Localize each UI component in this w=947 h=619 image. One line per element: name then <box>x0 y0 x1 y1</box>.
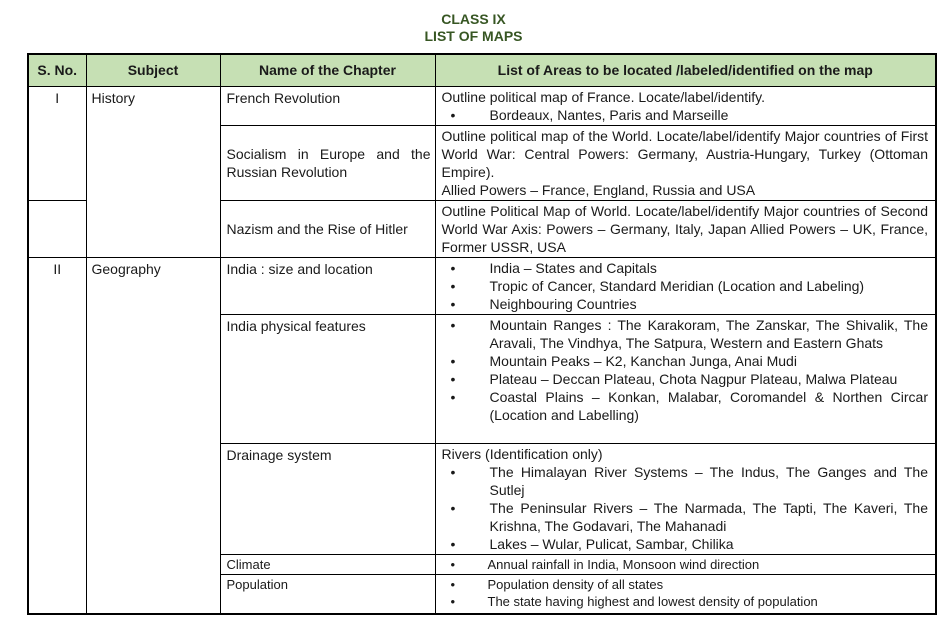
chapter-text: Socialism in Europe and the Russian Revolution <box>226 145 431 180</box>
bullet-item: • Population density of all states <box>442 576 929 593</box>
chapter-cell: Drainage system <box>220 443 435 554</box>
bullet-item: • The state having highest and lowest density of population <box>442 593 929 610</box>
sno-cell-geography: II <box>28 257 86 614</box>
bullet-item: • Bordeaux, Nantes, Paris and Marseille <box>442 106 929 124</box>
areas-cell <box>435 125 936 200</box>
maps-table <box>27 53 937 615</box>
areas-cell <box>435 554 936 574</box>
areas-intro: Outline Political Map of World. Locate/label/identify Major countries of Second World War Axis: Powers – Germany, Italy, Japan Allied Powers – UK, France, Former USSR, USA <box>441 202 928 255</box>
areas-cell <box>435 200 936 257</box>
header-row <box>28 54 936 86</box>
bullet-item: • The Himalayan River Systems – The Indus, The Ganges and The Sutlej <box>442 463 929 499</box>
doc-title <box>0 0 947 45</box>
subject-cell-geography: Geography <box>86 257 220 614</box>
doc-title-line1: CLASS IX <box>441 11 506 27</box>
row-india-size-location <box>28 257 936 314</box>
areas-cell <box>435 574 936 614</box>
chapter-cell <box>220 125 435 200</box>
areas-cell <box>435 257 936 314</box>
bullet-item: • Tropic of Cancer, Standard Meridian (Location and Labeling) <box>442 277 929 295</box>
col-header-chapter: Name of the Chapter <box>220 54 435 86</box>
sno-cell-empty <box>28 200 86 257</box>
col-header-subject: Subject <box>86 54 220 86</box>
row-french-revolution <box>28 86 936 125</box>
bullet-item: • The Peninsular Rivers – The Narmada, The Tapti, The Kaveri, The Krishna, The Godavari, The Mahanadi <box>442 499 929 535</box>
bullet-item: • Mountain Peaks – K2, Kanchan Junga, Anai Mudi <box>442 352 929 370</box>
bullet-item: • Coastal Plains – Konkan, Malabar, Coromandel & Northen Circar (Location and Labelling) <box>442 388 929 424</box>
doc-title-line2: LIST OF MAPS <box>424 28 523 44</box>
sno-cell-history: I <box>28 86 86 200</box>
areas-intro-2: Allied Powers – France, England, Russia and USA <box>441 181 756 198</box>
areas-intro: Rivers (Identification only) <box>441 445 603 462</box>
bullet-item: • Mountain Ranges : The Karakoram, The Zanskar, The Shivalik, The Aravali, The Vindhya, The Satpura, Western and Eastern Ghats <box>442 316 929 352</box>
subject-cell-history: History <box>86 86 220 257</box>
chapter-cell: India physical features <box>220 314 435 443</box>
chapter-cell: Nazism and the Rise of Hitler <box>220 200 435 257</box>
bullet-item: • Neighbouring Countries <box>442 295 929 313</box>
bullet-item: • Annual rainfall in India, Monsoon wind direction <box>442 556 929 573</box>
chapter-cell: Population <box>220 574 435 614</box>
bullet-item: • Plateau – Deccan Plateau, Chota Nagpur Plateau, Malwa Plateau <box>442 370 929 388</box>
bullet-item: • India – States and Capitals <box>442 259 929 277</box>
areas-cell <box>435 443 936 554</box>
chapter-cell: Climate <box>220 554 435 574</box>
chapter-cell: French Revolution <box>220 86 435 125</box>
areas-intro: Outline political map of France. Locate/label/identify. <box>441 88 765 105</box>
chapter-cell: India : size and location <box>220 257 435 314</box>
col-header-sno: S. No. <box>28 54 86 86</box>
col-header-areas: List of Areas to be located /labeled/identified on the map <box>435 54 936 86</box>
areas-intro: Outline political map of the World. Locate/label/identify Major countries of First World War: Central Powers: Germany, Austria-Hungary, Turkey (Ottoman Empire). <box>441 127 928 180</box>
areas-cell <box>435 314 936 443</box>
bullet-item: • Lakes – Wular, Pulicat, Sambar, Chilika <box>442 535 929 553</box>
areas-cell <box>435 86 936 125</box>
